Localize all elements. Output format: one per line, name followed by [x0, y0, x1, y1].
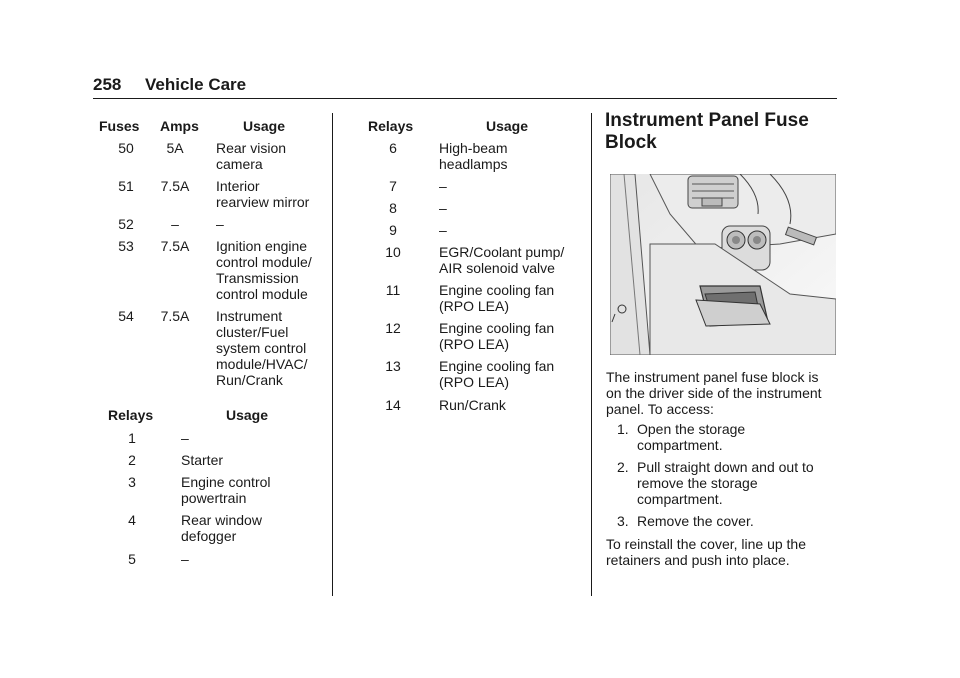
relay-number-2: 7: [389, 178, 397, 194]
relay-col-header-2: Relays: [368, 118, 414, 134]
relay-usage: –: [181, 430, 189, 446]
relay-usage-2: EGR/Coolant pump/ AIR solenoid valve: [439, 244, 565, 276]
fuse-usage: Ignition engine control module/ Transmission control module: [216, 238, 312, 302]
relay-usage-col-header: Usage: [226, 407, 269, 423]
intro-text: The instrument panel fuse block is on the driver side of the instrument panel. To access:: [606, 369, 822, 417]
usage-col-header: Usage: [243, 118, 286, 134]
relay-usage-2: Engine cooling fan (RPO LEA): [439, 282, 555, 314]
reinstall-text: To reinstall the cover, line up the retainers and push into place.: [606, 536, 807, 568]
fuse-usage: –: [216, 216, 224, 232]
fuse-usage: Interior rearview mirror: [216, 178, 310, 210]
relay-number-2: 6: [389, 140, 397, 156]
relay-usage-2: –: [439, 222, 447, 238]
page-header: [93, 72, 837, 99]
step-number: 1.: [617, 421, 629, 437]
relay-number: 3: [128, 474, 136, 490]
relay-usage-2: Engine cooling fan (RPO LEA): [439, 358, 555, 390]
relay-number: 5: [128, 551, 136, 567]
amps-col-header: Amps: [160, 118, 199, 134]
relay-number: 2: [128, 452, 136, 468]
step-text: Open the storage compartment.: [637, 421, 746, 453]
relay-number-2: 12: [385, 320, 401, 336]
step-number: 2.: [617, 459, 629, 475]
relay-usage-2: –: [439, 178, 447, 194]
fuse-amps: 5A: [166, 140, 184, 156]
reinstall-paragraph: [606, 536, 846, 568]
relay-usage: Engine control powertrain: [181, 474, 271, 506]
relay-number-2: 14: [385, 397, 401, 413]
relay-number-2: 9: [389, 222, 397, 238]
relay-usage: –: [181, 551, 189, 567]
fuse-usage: Instrument cluster/Fuel system control module/HVAC/ Run/Crank: [216, 308, 308, 388]
fuse-number: 54: [118, 308, 134, 324]
step-number: 3.: [617, 513, 629, 529]
fuse-amps: –: [171, 216, 179, 232]
instrument-panel-title-text: Instrument Panel Fuse Block: [605, 110, 809, 153]
fuse-number: 52: [118, 216, 134, 232]
section-title: Vehicle Care: [145, 75, 247, 94]
dashboard-drawing: [610, 174, 836, 355]
relay-usage-2: Run/Crank: [439, 397, 506, 413]
relay-usage-2: –: [439, 200, 447, 216]
column-divider: [332, 113, 333, 596]
fuse-number: 51: [118, 178, 134, 194]
relay-usage-2: High-beam headlamps: [439, 140, 508, 172]
step-text: Remove the cover.: [637, 513, 754, 529]
fuse-amps: 7.5A: [160, 308, 190, 324]
relay-number-2: 13: [385, 358, 401, 374]
fuse-amps: 7.5A: [160, 238, 190, 254]
column-divider-2: [591, 113, 592, 596]
relay-usage: Starter: [181, 452, 224, 468]
relay-col-header: Relays: [108, 407, 154, 423]
fuse-number: 50: [118, 140, 134, 156]
relay-number: 4: [128, 512, 136, 528]
fuse-col-header: Fuses: [99, 118, 140, 134]
fuse-usage: Rear vision camera: [216, 140, 287, 172]
relay-number-2: 8: [389, 200, 397, 216]
instrument-panel-title: [605, 110, 845, 154]
step-text: Pull straight down and out to remove the storage compartment.: [637, 459, 814, 507]
relay-usage-2: Engine cooling fan (RPO LEA): [439, 320, 555, 352]
relay-number-2: 10: [385, 244, 401, 260]
fuse-number: 53: [118, 238, 134, 254]
intro-paragraph: [606, 369, 846, 417]
relay-usage-col-header-2: Usage: [486, 118, 529, 134]
page-number: 258: [93, 75, 122, 94]
fuse-block-illustration: [610, 174, 836, 355]
relay-number: 1: [128, 430, 136, 446]
relay-usage: Rear window defogger: [181, 512, 262, 544]
relay-number-2: 11: [385, 282, 401, 298]
fuse-amps: 7.5A: [160, 178, 190, 194]
